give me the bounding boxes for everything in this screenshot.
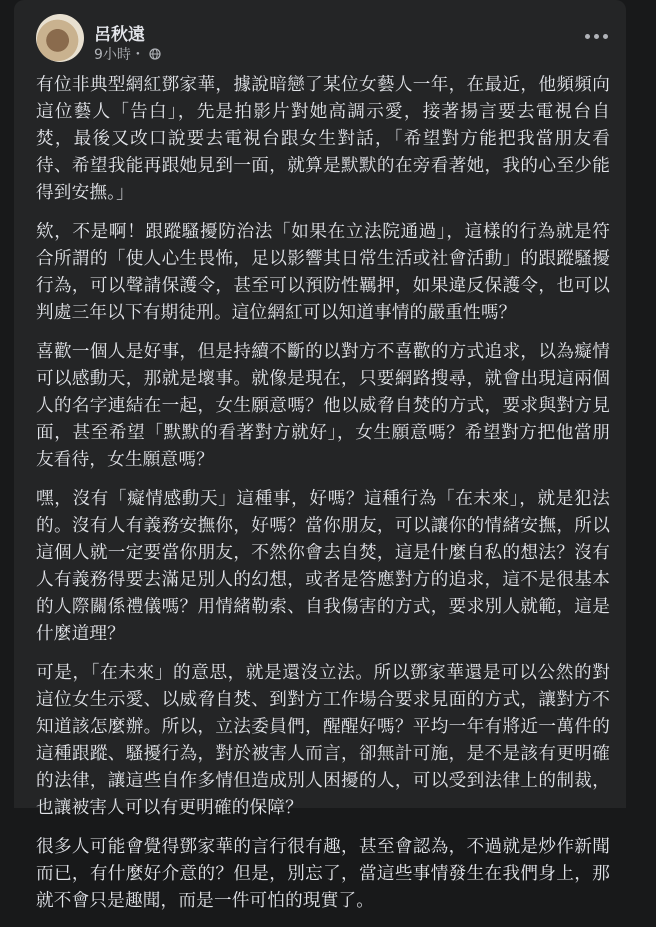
more-options-icon[interactable] [582,26,610,46]
post-paragraph-1: 有位非典型網紅鄧家華，據說暗戀了某位女藝人一年，在最近，他頻頻向這位藝人「告白」，先是拍影片對她高調示愛，接著揚言要去電視台自焚，最後又改口說要去電視台跟女生對話，「希望對方能把我當朋友看待、希望我能再跟她見到一面，就算是默默的在旁看著她，我的心至少能得到安撫。」 [36,75,610,203]
globe-icon [149,48,161,60]
post-meta [94,44,161,64]
post-timestamp[interactable]: 9小時・ [94,47,145,63]
post-card [14,0,626,911]
post-paragraph-3: 喜歡一個人是好事，但是持續不斷的以對方不喜歡的方式追求，以為癡情可以感動天，那就是壞事。就像是現在，只要網路搜尋，就會出現這兩個人的名字連結在一起，女生願意嗎？他以威脅自焚的方式，要求與對方見面，甚至希望「默默的看著對方就好」，女生願意嗎？希望對方把他當朋友看待，女生願意嗎？ [36,342,610,470]
author-name[interactable]: 呂秋遠 [94,25,145,45]
post-paragraph-5: 可是，「在未來」的意思，就是還沒立法。所以鄧家華還是可以公然的對這位女生示愛、以威脅自焚、到對方工作場合要求見面的方式，讓對方不知道該怎麼辦。所以，立法委員們，醒醒好嗎？平均一年有將近一萬件的這種跟蹤、騷擾行為，對於被害人而言，卻無計可施，是不是該有更明確的法律，讓這些自作多情但造成別人困擾的人，可以受到法律上的制裁，也讓被害人可以有更明確的保障？ [36,663,610,818]
post-paragraph-2: 欸，不是啊！跟蹤騷擾防治法「如果在立法院通過」，這樣的行為就是符合所謂的「使人心生畏怖，足以影響其日常生活或社會活動」的跟蹤騷擾行為，可以聲請保護令，甚至可以預防性羈押，如果違反保護令，也可以判處三年以下有期徒刑。這位網紅可以知道事情的嚴重性嗎？ [36,222,610,323]
post-paragraph-4: 嘿，沒有「癡情感動天」這種事，好嗎？這種行為「在未來」，就是犯法的。沒有人有義務安撫你，好嗎？當你朋友，可以讓你的情緒安撫，所以這個人就一定要當你朋友，不然你會去自焚，這是什麼自私的想法？沒有人有義務得要去滿足別人的幻想，或者是答應對方的追求，這不是很基本的人際關係禮儀嗎？用情緒勒索、自我傷害的方式，要求別人就範，這是什麼道理？ [36,489,610,644]
post-body [36,72,610,927]
post-paragraph-6: 很多人可能會覺得鄧家華的言行很有趣，甚至會認為，不過就是炒作新聞而已，有什麼好介意的？但是，別忘了，當這些事情發生在我們身上，那就不會只是趣聞，而是一件可怕的現實了。 [36,837,610,911]
avatar[interactable] [36,14,84,62]
